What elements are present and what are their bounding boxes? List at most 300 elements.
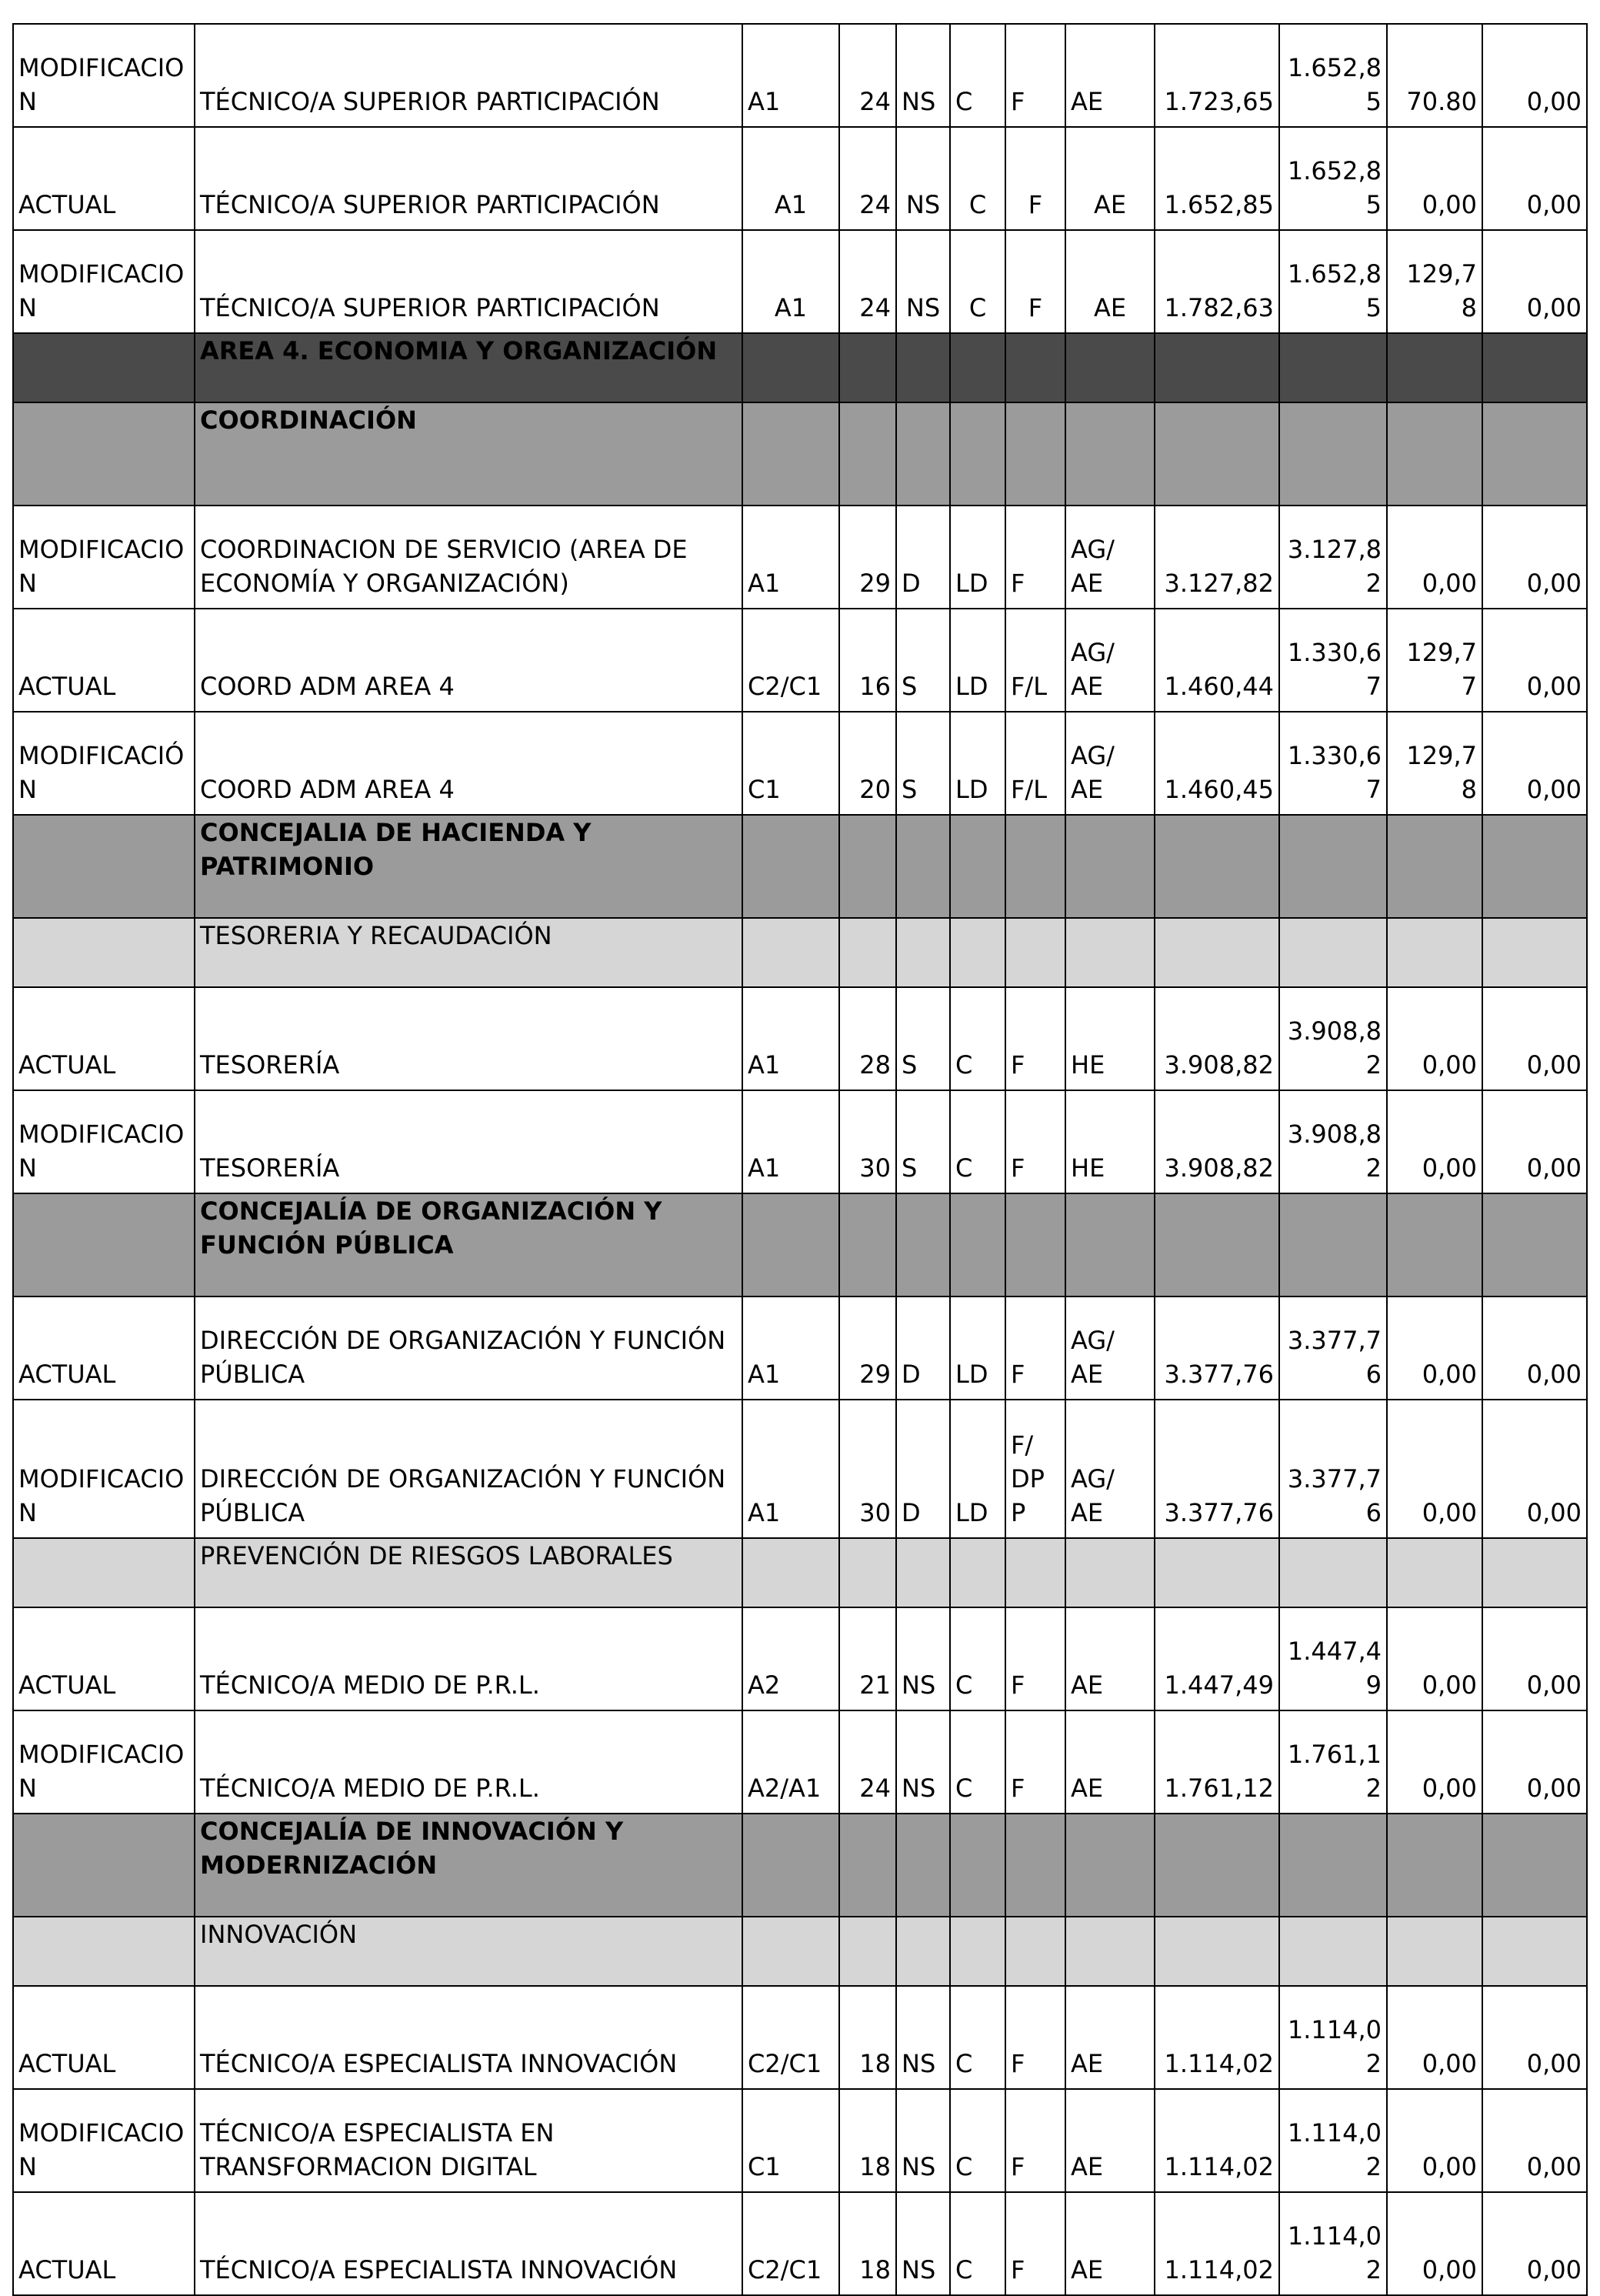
row-type-cell: MODIFICACION: [13, 1710, 195, 1814]
base-cell: 1.652,85: [1279, 24, 1387, 127]
empty-cell: [1155, 1814, 1279, 1917]
empty-cell: [1279, 402, 1387, 506]
other-cell: 0,00: [1482, 1986, 1587, 2089]
base-cell: 1.114,02: [1279, 2089, 1387, 2192]
other-cell: 0,00: [1482, 230, 1587, 333]
empty-cell: [839, 815, 896, 918]
cd-cell: S: [896, 1090, 950, 1193]
link-cell: F: [1005, 1297, 1065, 1400]
group-cell: A2: [742, 1607, 839, 1710]
provision-cell: LD: [950, 1400, 1005, 1538]
diff-cell: 0,00: [1387, 2089, 1482, 2192]
diff-cell: 0,00: [1387, 127, 1482, 230]
empty-cell: [1005, 402, 1065, 506]
total-cell: 3.377,76: [1155, 1400, 1279, 1538]
table-row: [13, 24, 1587, 127]
area-header-row: [13, 333, 1587, 402]
group-cell: C2/C1: [742, 609, 839, 712]
other-cell: 0,00: [1482, 506, 1587, 609]
scale-cell: HE: [1065, 987, 1155, 1090]
table-row: [13, 1710, 1587, 1814]
job-title-cell: TÉCNICO/A SUPERIOR PARTICIPACIÓN: [195, 230, 742, 333]
link-cell: F/L: [1005, 609, 1065, 712]
empty-cell: [1065, 815, 1155, 918]
section-label: TESORERIA Y RECAUDACIÓN: [195, 918, 742, 987]
level-cell: 24: [839, 24, 896, 127]
cd-cell: D: [896, 506, 950, 609]
job-title-cell: TÉCNICO/A SUPERIOR PARTICIPACIÓN: [195, 127, 742, 230]
provision-cell: C: [950, 2192, 1005, 2295]
empty-cell: [1005, 333, 1065, 402]
base-cell: 3.377,76: [1279, 1297, 1387, 1400]
link-cell: F: [1005, 230, 1065, 333]
link-cell: F: [1005, 127, 1065, 230]
empty-cell: [896, 402, 950, 506]
diff-cell: 0,00: [1387, 1400, 1482, 1538]
section-label: COORDINACIÓN: [195, 402, 742, 506]
link-cell: F: [1005, 2192, 1065, 2295]
base-cell: 1.652,85: [1279, 230, 1387, 333]
empty-cell: [839, 1814, 896, 1917]
group-cell: A2/A1: [742, 1710, 839, 1814]
base-cell: 3.127,82: [1279, 506, 1387, 609]
empty-cell: [1005, 1814, 1065, 1917]
empty-cell: [742, 815, 839, 918]
cd-cell: NS: [896, 2192, 950, 2295]
empty-cell: [896, 1917, 950, 1986]
provision-cell: C: [950, 24, 1005, 127]
base-cell: 1.761,12: [1279, 1710, 1387, 1814]
other-cell: 0,00: [1482, 1710, 1587, 1814]
group-cell: A1: [742, 1090, 839, 1193]
empty-cell: [950, 1814, 1005, 1917]
table-row: [13, 506, 1587, 609]
base-cell: 1.114,02: [1279, 2192, 1387, 2295]
empty-cell: [742, 1193, 839, 1297]
other-cell: 0,00: [1482, 1400, 1587, 1538]
other-cell: 0,00: [1482, 609, 1587, 712]
empty-cell: [13, 1917, 195, 1986]
section-label: CONCEJALÍA DE ORGANIZACIÓN Y FUNCIÓN PÚBLICA: [195, 1193, 742, 1297]
empty-cell: [1279, 1193, 1387, 1297]
job-title-cell: TÉCNICO/A ESPECIALISTA EN TRANSFORMACION DIGITAL: [195, 2089, 742, 2192]
group-cell: A1: [742, 24, 839, 127]
group-cell: C1: [742, 712, 839, 815]
total-cell: 1.114,02: [1155, 1986, 1279, 2089]
empty-cell: [13, 918, 195, 987]
job-title-cell: COORD ADM AREA 4: [195, 609, 742, 712]
scale-cell: AE: [1065, 1710, 1155, 1814]
total-cell: 1.782,63: [1155, 230, 1279, 333]
row-type-cell: ACTUAL: [13, 127, 195, 230]
empty-cell: [839, 1538, 896, 1607]
level-cell: 18: [839, 2089, 896, 2192]
level-cell: 21: [839, 1607, 896, 1710]
group-cell: A1: [742, 1297, 839, 1400]
job-title-cell: DIRECCIÓN DE ORGANIZACIÓN Y FUNCIÓN PÚBLICA: [195, 1297, 742, 1400]
other-cell: 0,00: [1482, 2089, 1587, 2192]
department-header-row: [13, 1193, 1587, 1297]
empty-cell: [950, 1917, 1005, 1986]
job-title-cell: COORD ADM AREA 4: [195, 712, 742, 815]
empty-cell: [1482, 918, 1587, 987]
empty-cell: [1065, 402, 1155, 506]
diff-cell: 0,00: [1387, 1986, 1482, 2089]
group-cell: A1: [742, 230, 839, 333]
empty-cell: [1279, 1538, 1387, 1607]
total-cell: 1.447,49: [1155, 1607, 1279, 1710]
empty-cell: [1482, 1917, 1587, 1986]
empty-cell: [742, 333, 839, 402]
other-cell: 0,00: [1482, 2192, 1587, 2295]
empty-cell: [1005, 918, 1065, 987]
cd-cell: NS: [896, 1986, 950, 2089]
section-label: CONCEJALÍA DE INNOVACIÓN Y MODERNIZACIÓN: [195, 1814, 742, 1917]
empty-cell: [1279, 333, 1387, 402]
table-row: [13, 1090, 1587, 1193]
group-cell: C1: [742, 2089, 839, 2192]
empty-cell: [1065, 333, 1155, 402]
row-type-cell: ACTUAL: [13, 609, 195, 712]
empty-cell: [1065, 918, 1155, 987]
table-row: [13, 1986, 1587, 2089]
subsection-header-row: [13, 1538, 1587, 1607]
total-cell: 1.652,85: [1155, 127, 1279, 230]
empty-cell: [1005, 1193, 1065, 1297]
level-cell: 24: [839, 127, 896, 230]
link-cell: F: [1005, 1607, 1065, 1710]
link-cell: F/ DP P: [1005, 1400, 1065, 1538]
group-cell: A1: [742, 1400, 839, 1538]
provision-cell: LD: [950, 609, 1005, 712]
diff-cell: 129,78: [1387, 712, 1482, 815]
level-cell: 29: [839, 506, 896, 609]
job-title-cell: TÉCNICO/A MEDIO DE P.R.L.: [195, 1607, 742, 1710]
level-cell: 16: [839, 609, 896, 712]
table-row: [13, 987, 1587, 1090]
job-title-cell: TESORERÍA: [195, 987, 742, 1090]
row-type-cell: MODIFICACION: [13, 24, 195, 127]
other-cell: 0,00: [1482, 127, 1587, 230]
base-cell: 1.652,85: [1279, 127, 1387, 230]
other-cell: 0,00: [1482, 24, 1587, 127]
link-cell: F: [1005, 24, 1065, 127]
empty-cell: [1155, 1538, 1279, 1607]
row-type-cell: MODIFICACION: [13, 2089, 195, 2192]
provision-cell: C: [950, 1607, 1005, 1710]
subsection-header-row: [13, 1917, 1587, 1986]
other-cell: 0,00: [1482, 987, 1587, 1090]
empty-cell: [1387, 1538, 1482, 1607]
empty-cell: [1482, 402, 1587, 506]
cd-cell: D: [896, 1400, 950, 1538]
empty-cell: [950, 815, 1005, 918]
level-cell: 20: [839, 712, 896, 815]
scale-cell: AE: [1065, 230, 1155, 333]
subsection-header-row: [13, 918, 1587, 987]
table-row: [13, 230, 1587, 333]
empty-cell: [1482, 815, 1587, 918]
empty-cell: [896, 918, 950, 987]
table-row: [13, 2192, 1587, 2295]
level-cell: 18: [839, 2192, 896, 2295]
diff-cell: 0,00: [1387, 1297, 1482, 1400]
empty-cell: [950, 918, 1005, 987]
section-label: PREVENCIÓN DE RIESGOS LABORALES: [195, 1538, 742, 1607]
scale-cell: AG/ AE: [1065, 609, 1155, 712]
level-cell: 24: [839, 1710, 896, 1814]
table-row: [13, 127, 1587, 230]
level-cell: 28: [839, 987, 896, 1090]
table-row: [13, 1607, 1587, 1710]
department-header-row: [13, 1814, 1587, 1917]
job-title-cell: TESORERÍA: [195, 1090, 742, 1193]
total-cell: 1.460,44: [1155, 609, 1279, 712]
diff-cell: 0,00: [1387, 506, 1482, 609]
empty-cell: [950, 1193, 1005, 1297]
level-cell: 29: [839, 1297, 896, 1400]
row-type-cell: MODIFICACION: [13, 230, 195, 333]
row-type-cell: ACTUAL: [13, 1607, 195, 1710]
cd-cell: NS: [896, 1710, 950, 1814]
empty-cell: [1482, 1814, 1587, 1917]
provision-cell: LD: [950, 1297, 1005, 1400]
diff-cell: 0,00: [1387, 1607, 1482, 1710]
empty-cell: [1482, 1538, 1587, 1607]
row-type-cell: ACTUAL: [13, 1297, 195, 1400]
provision-cell: C: [950, 1710, 1005, 1814]
cd-cell: NS: [896, 24, 950, 127]
scale-cell: AG/ AE: [1065, 1400, 1155, 1538]
cd-cell: NS: [896, 2089, 950, 2192]
empty-cell: [1387, 333, 1482, 402]
other-cell: 0,00: [1482, 1297, 1587, 1400]
link-cell: F: [1005, 2089, 1065, 2192]
row-type-cell: ACTUAL: [13, 987, 195, 1090]
provision-cell: LD: [950, 506, 1005, 609]
empty-cell: [1155, 1917, 1279, 1986]
total-cell: 3.127,82: [1155, 506, 1279, 609]
empty-cell: [839, 918, 896, 987]
empty-cell: [839, 333, 896, 402]
cd-cell: NS: [896, 1607, 950, 1710]
link-cell: F: [1005, 987, 1065, 1090]
base-cell: 1.330,67: [1279, 712, 1387, 815]
other-cell: 0,00: [1482, 1090, 1587, 1193]
empty-cell: [1387, 1917, 1482, 1986]
empty-cell: [1387, 402, 1482, 506]
empty-cell: [1005, 815, 1065, 918]
scale-cell: HE: [1065, 1090, 1155, 1193]
cd-cell: S: [896, 712, 950, 815]
provision-cell: LD: [950, 712, 1005, 815]
table-row: [13, 1297, 1587, 1400]
job-title-cell: TÉCNICO/A ESPECIALISTA INNOVACIÓN: [195, 2192, 742, 2295]
job-title-cell: TÉCNICO/A MEDIO DE P.R.L.: [195, 1710, 742, 1814]
total-cell: 3.908,82: [1155, 987, 1279, 1090]
department-header-row: [13, 815, 1587, 918]
empty-cell: [742, 918, 839, 987]
provision-cell: C: [950, 230, 1005, 333]
diff-cell: 129,77: [1387, 609, 1482, 712]
empty-cell: [13, 1814, 195, 1917]
job-title-cell: TÉCNICO/A SUPERIOR PARTICIPACIÓN: [195, 24, 742, 127]
group-cell: A1: [742, 506, 839, 609]
scale-cell: AG/ AE: [1065, 1297, 1155, 1400]
total-cell: 1.723,65: [1155, 24, 1279, 127]
empty-cell: [950, 402, 1005, 506]
row-type-cell: MODIFICACION: [13, 1090, 195, 1193]
empty-cell: [839, 402, 896, 506]
provision-cell: C: [950, 1986, 1005, 2089]
base-cell: 1.330,67: [1279, 609, 1387, 712]
base-cell: 1.114,02: [1279, 1986, 1387, 2089]
section-label: CONCEJALIA DE HACIENDA Y PATRIMONIO: [195, 815, 742, 918]
table-row: [13, 609, 1587, 712]
rpt-table: [12, 23, 1588, 2296]
scale-cell: AG/ AE: [1065, 506, 1155, 609]
empty-cell: [1387, 918, 1482, 987]
link-cell: F: [1005, 506, 1065, 609]
row-type-cell: MODIFICACIÓN: [13, 712, 195, 815]
empty-cell: [1005, 1538, 1065, 1607]
cd-cell: NS: [896, 230, 950, 333]
empty-cell: [1065, 1814, 1155, 1917]
empty-cell: [1387, 1814, 1482, 1917]
scale-cell: AE: [1065, 2089, 1155, 2192]
total-cell: 3.377,76: [1155, 1297, 1279, 1400]
base-cell: 3.377,76: [1279, 1400, 1387, 1538]
empty-cell: [1482, 333, 1587, 402]
table-row: [13, 1400, 1587, 1538]
diff-cell: 0,00: [1387, 1710, 1482, 1814]
empty-cell: [950, 333, 1005, 402]
empty-cell: [742, 402, 839, 506]
empty-cell: [1279, 1917, 1387, 1986]
scale-cell: AG/ AE: [1065, 712, 1155, 815]
total-cell: 1.761,12: [1155, 1710, 1279, 1814]
level-cell: 30: [839, 1090, 896, 1193]
empty-cell: [1279, 815, 1387, 918]
scale-cell: AE: [1065, 1986, 1155, 2089]
provision-cell: C: [950, 2089, 1005, 2192]
empty-cell: [839, 1193, 896, 1297]
empty-cell: [896, 1538, 950, 1607]
empty-cell: [1155, 333, 1279, 402]
empty-cell: [1155, 815, 1279, 918]
total-cell: 3.908,82: [1155, 1090, 1279, 1193]
job-title-cell: TÉCNICO/A ESPECIALISTA INNOVACIÓN: [195, 1986, 742, 2089]
row-type-cell: MODIFICACION: [13, 1400, 195, 1538]
department-header-row: [13, 402, 1587, 506]
level-cell: 30: [839, 1400, 896, 1538]
diff-cell: 0,00: [1387, 987, 1482, 1090]
empty-cell: [13, 815, 195, 918]
empty-cell: [742, 1538, 839, 1607]
base-cell: 1.447,49: [1279, 1607, 1387, 1710]
level-cell: 18: [839, 1986, 896, 2089]
diff-cell: 0,00: [1387, 2192, 1482, 2295]
other-cell: 0,00: [1482, 1607, 1587, 1710]
empty-cell: [1065, 1193, 1155, 1297]
cd-cell: S: [896, 609, 950, 712]
total-cell: 1.114,02: [1155, 2089, 1279, 2192]
rpt-table-body: [13, 24, 1587, 2295]
empty-cell: [13, 1193, 195, 1297]
other-cell: 0,00: [1482, 712, 1587, 815]
empty-cell: [896, 1814, 950, 1917]
empty-cell: [896, 1193, 950, 1297]
section-label: INNOVACIÓN: [195, 1917, 742, 1986]
link-cell: F/L: [1005, 712, 1065, 815]
row-type-cell: ACTUAL: [13, 2192, 195, 2295]
empty-cell: [1482, 1193, 1587, 1297]
diff-cell: 129,78: [1387, 230, 1482, 333]
group-cell: C2/C1: [742, 2192, 839, 2295]
empty-cell: [1155, 918, 1279, 987]
link-cell: F: [1005, 1090, 1065, 1193]
section-label: AREA 4. ECONOMIA Y ORGANIZACIÓN: [195, 333, 742, 402]
empty-cell: [742, 1917, 839, 1986]
diff-cell: 0,00: [1387, 1090, 1482, 1193]
base-cell: 3.908,82: [1279, 987, 1387, 1090]
row-type-cell: MODIFICACION: [13, 506, 195, 609]
cd-cell: D: [896, 1297, 950, 1400]
empty-cell: [896, 333, 950, 402]
row-type-cell: ACTUAL: [13, 1986, 195, 2089]
group-cell: C2/C1: [742, 1986, 839, 2089]
empty-cell: [13, 402, 195, 506]
empty-cell: [839, 1917, 896, 1986]
provision-cell: C: [950, 1090, 1005, 1193]
empty-cell: [1387, 1193, 1482, 1297]
empty-cell: [1279, 1814, 1387, 1917]
empty-cell: [13, 1538, 195, 1607]
empty-cell: [1005, 1917, 1065, 1986]
empty-cell: [1387, 815, 1482, 918]
empty-cell: [1155, 1193, 1279, 1297]
scale-cell: AE: [1065, 127, 1155, 230]
empty-cell: [1065, 1917, 1155, 1986]
group-cell: A1: [742, 987, 839, 1090]
level-cell: 24: [839, 230, 896, 333]
empty-cell: [896, 815, 950, 918]
provision-cell: C: [950, 987, 1005, 1090]
scale-cell: AE: [1065, 1607, 1155, 1710]
empty-cell: [1279, 918, 1387, 987]
cd-cell: S: [896, 987, 950, 1090]
table-row: [13, 2089, 1587, 2192]
group-cell: A1: [742, 127, 839, 230]
scale-cell: AE: [1065, 24, 1155, 127]
total-cell: 1.460,45: [1155, 712, 1279, 815]
cd-cell: NS: [896, 127, 950, 230]
scale-cell: AE: [1065, 2192, 1155, 2295]
table-row: [13, 712, 1587, 815]
empty-cell: [950, 1538, 1005, 1607]
link-cell: F: [1005, 1710, 1065, 1814]
link-cell: F: [1005, 1986, 1065, 2089]
job-title-cell: DIRECCIÓN DE ORGANIZACIÓN Y FUNCIÓN PÚBLICA: [195, 1400, 742, 1538]
provision-cell: C: [950, 127, 1005, 230]
diff-cell: 70.80: [1387, 24, 1482, 127]
empty-cell: [13, 333, 195, 402]
base-cell: 3.908,82: [1279, 1090, 1387, 1193]
total-cell: 1.114,02: [1155, 2192, 1279, 2295]
empty-cell: [742, 1814, 839, 1917]
job-title-cell: COORDINACION DE SERVICIO (AREA DE ECONOMÍA Y ORGANIZACIÓN): [195, 506, 742, 609]
empty-cell: [1065, 1538, 1155, 1607]
